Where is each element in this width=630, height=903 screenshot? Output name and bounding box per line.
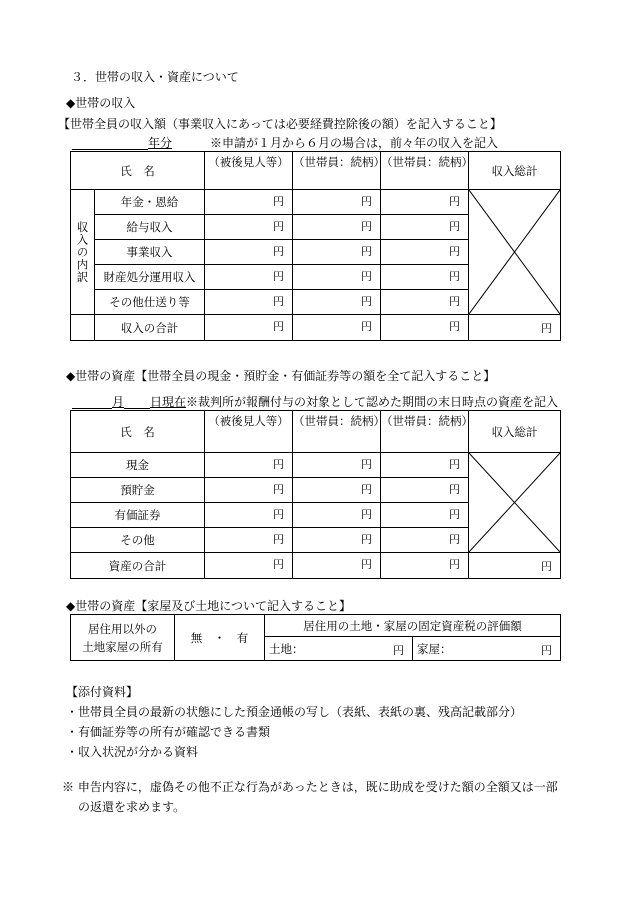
income-cell[interactable]: 円 (381, 190, 469, 215)
income-cell[interactable]: 円 (293, 265, 381, 290)
property-choice[interactable]: 無 ・ 有 (175, 615, 265, 661)
assets-sum-cell[interactable]: 円 (381, 553, 469, 579)
income-cell[interactable]: 円 (293, 240, 381, 265)
assets-col-3: （世帯員：続柄） (381, 411, 469, 453)
footnote-line2: の返還を求めます。 (78, 800, 186, 814)
property-land-label: 土地： (269, 641, 304, 656)
property-label-cell (71, 615, 175, 661)
property-label-line1: 居住用以外の (88, 621, 157, 636)
cross-out-mark (469, 190, 560, 314)
income-cell[interactable]: 円 (293, 290, 381, 315)
assets-cell[interactable]: 円 (293, 478, 381, 503)
assets-col-total: 収入総計 (469, 411, 561, 453)
day-suffix: 日現在 (150, 395, 187, 409)
assets-row-label: 有価証券 (71, 503, 205, 528)
income-group-label: 収入の内訳 (75, 220, 90, 284)
income-note: ※申請が１月から６月の場合は，前々年の収入を記入 (210, 136, 499, 150)
attachment-item: ・世帯員全員の最新の状態にした預金通帳の写し（表紙、表紙の裏、残高記載部分） (66, 705, 523, 719)
income-sum-cell[interactable]: 円 (381, 315, 469, 341)
assets-sum-cell[interactable]: 円 (205, 553, 293, 579)
income-sum-cell[interactable]: 円 (293, 315, 381, 341)
assets-sum-cell[interactable]: 円 (293, 553, 381, 579)
income-table (70, 151, 561, 341)
day-blank[interactable] (124, 395, 150, 409)
attachment-item: ・収入状況が分かる資料 (66, 745, 199, 759)
assets-table (70, 410, 561, 579)
income-col-total: 収入総計 (469, 152, 561, 190)
income-sum-blank (71, 315, 95, 341)
income-row-label: 財産処分運用収入 (95, 265, 205, 290)
assets-note: ※裁判所が報酬付与の対象として認めた期間の末日時点の資産を記入 (186, 395, 559, 409)
income-cell[interactable]: 円 (381, 290, 469, 315)
income-cell[interactable]: 円 (205, 215, 293, 240)
income-heading: ◆世帯の収入 (66, 96, 136, 110)
footnote-line1: ※ 申告内容に，虚偽その他不正な行為があったときは，既に助成を受けた額の全額又は一部 (62, 780, 558, 794)
assets-cell[interactable]: 円 (205, 528, 293, 553)
assets-row-label: 預貯金 (71, 478, 205, 503)
assets-cell[interactable]: 円 (293, 503, 381, 528)
income-row-label: その他仕送り等 (95, 290, 205, 315)
assets-date-line (72, 395, 186, 409)
section-title: ３．世帯の収入・資産について (71, 70, 239, 84)
income-cell[interactable]: 円 (205, 265, 293, 290)
property-eval-header: 居住用の土地・家屋の固定資産税の評価額 (265, 615, 561, 637)
property-house-cell[interactable]: 家屋： 円 (413, 637, 561, 661)
income-group-cell (71, 190, 95, 315)
assets-cell[interactable]: 円 (293, 528, 381, 553)
assets-cell[interactable]: 円 (381, 478, 469, 503)
income-col-2: （世帯員：続柄） (293, 152, 381, 190)
income-total-crossed (469, 190, 561, 315)
assets-col-1: （被後見人等） (205, 411, 293, 453)
income-col-3: （世帯員：続柄） (381, 152, 469, 190)
year-suffix: 年分 (148, 136, 173, 150)
income-cell[interactable]: 円 (381, 215, 469, 240)
income-cell[interactable]: 円 (381, 265, 469, 290)
month-label: 月 (112, 395, 125, 409)
income-cell[interactable]: 円 (205, 240, 293, 265)
assets-grand-total[interactable]: 円 (469, 553, 561, 579)
income-grand-total[interactable]: 円 (469, 315, 561, 341)
cross-out-mark (469, 453, 560, 552)
property-heading: ◆世帯の資産【家屋及び土地について記入すること】 (66, 599, 351, 613)
income-col-1: （被後見人等） (205, 152, 293, 190)
year-blank[interactable] (72, 136, 148, 150)
assets-col-name: 氏 名 (71, 411, 205, 453)
assets-total-crossed (469, 453, 561, 553)
income-sum-label: 収入の合計 (95, 315, 205, 341)
attachment-item: ・有価証券等の所有が確認できる書類 (66, 725, 271, 739)
assets-cell[interactable]: 円 (381, 528, 469, 553)
assets-row-label: 現金 (71, 453, 205, 478)
income-cell[interactable]: 円 (205, 290, 293, 315)
property-table (70, 614, 561, 661)
assets-cell[interactable]: 円 (381, 503, 469, 528)
income-cell[interactable]: 円 (205, 190, 293, 215)
assets-heading: ◆世帯の資産【世帯全員の現金・預貯金・有価証券等の額を全て記入すること】 (66, 369, 496, 383)
income-sum-cell[interactable]: 円 (205, 315, 293, 341)
income-col-name: 氏 名 (71, 152, 205, 190)
income-row-label: 年金・恩給 (95, 190, 205, 215)
property-label-line2: 土地家屋の所有 (82, 639, 163, 654)
income-cell[interactable]: 円 (381, 240, 469, 265)
income-cell[interactable]: 円 (293, 215, 381, 240)
assets-cell[interactable]: 円 (205, 503, 293, 528)
income-year-line (72, 136, 172, 150)
assets-cell[interactable]: 円 (205, 478, 293, 503)
income-instruction: 【世帯全員の収入額（事業収入にあっては必要経費控除後の額）を記入すること】 (58, 117, 502, 131)
assets-col-2: （世帯員：続柄） (293, 411, 381, 453)
property-land-cell[interactable]: 土地： 円 (265, 637, 413, 661)
assets-cell[interactable]: 円 (293, 453, 381, 478)
assets-row-label: その他 (71, 528, 205, 553)
month-blank[interactable] (72, 395, 112, 409)
assets-sum-label: 資産の合計 (71, 553, 205, 579)
income-row-label: 事業収入 (95, 240, 205, 265)
assets-cell[interactable]: 円 (205, 453, 293, 478)
assets-cell[interactable]: 円 (381, 453, 469, 478)
income-row-label: 給与収入 (95, 215, 205, 240)
income-cell[interactable]: 円 (293, 190, 381, 215)
property-house-label: 家屋： (417, 641, 452, 656)
attachments-heading: 【添付資料】 (66, 685, 139, 699)
